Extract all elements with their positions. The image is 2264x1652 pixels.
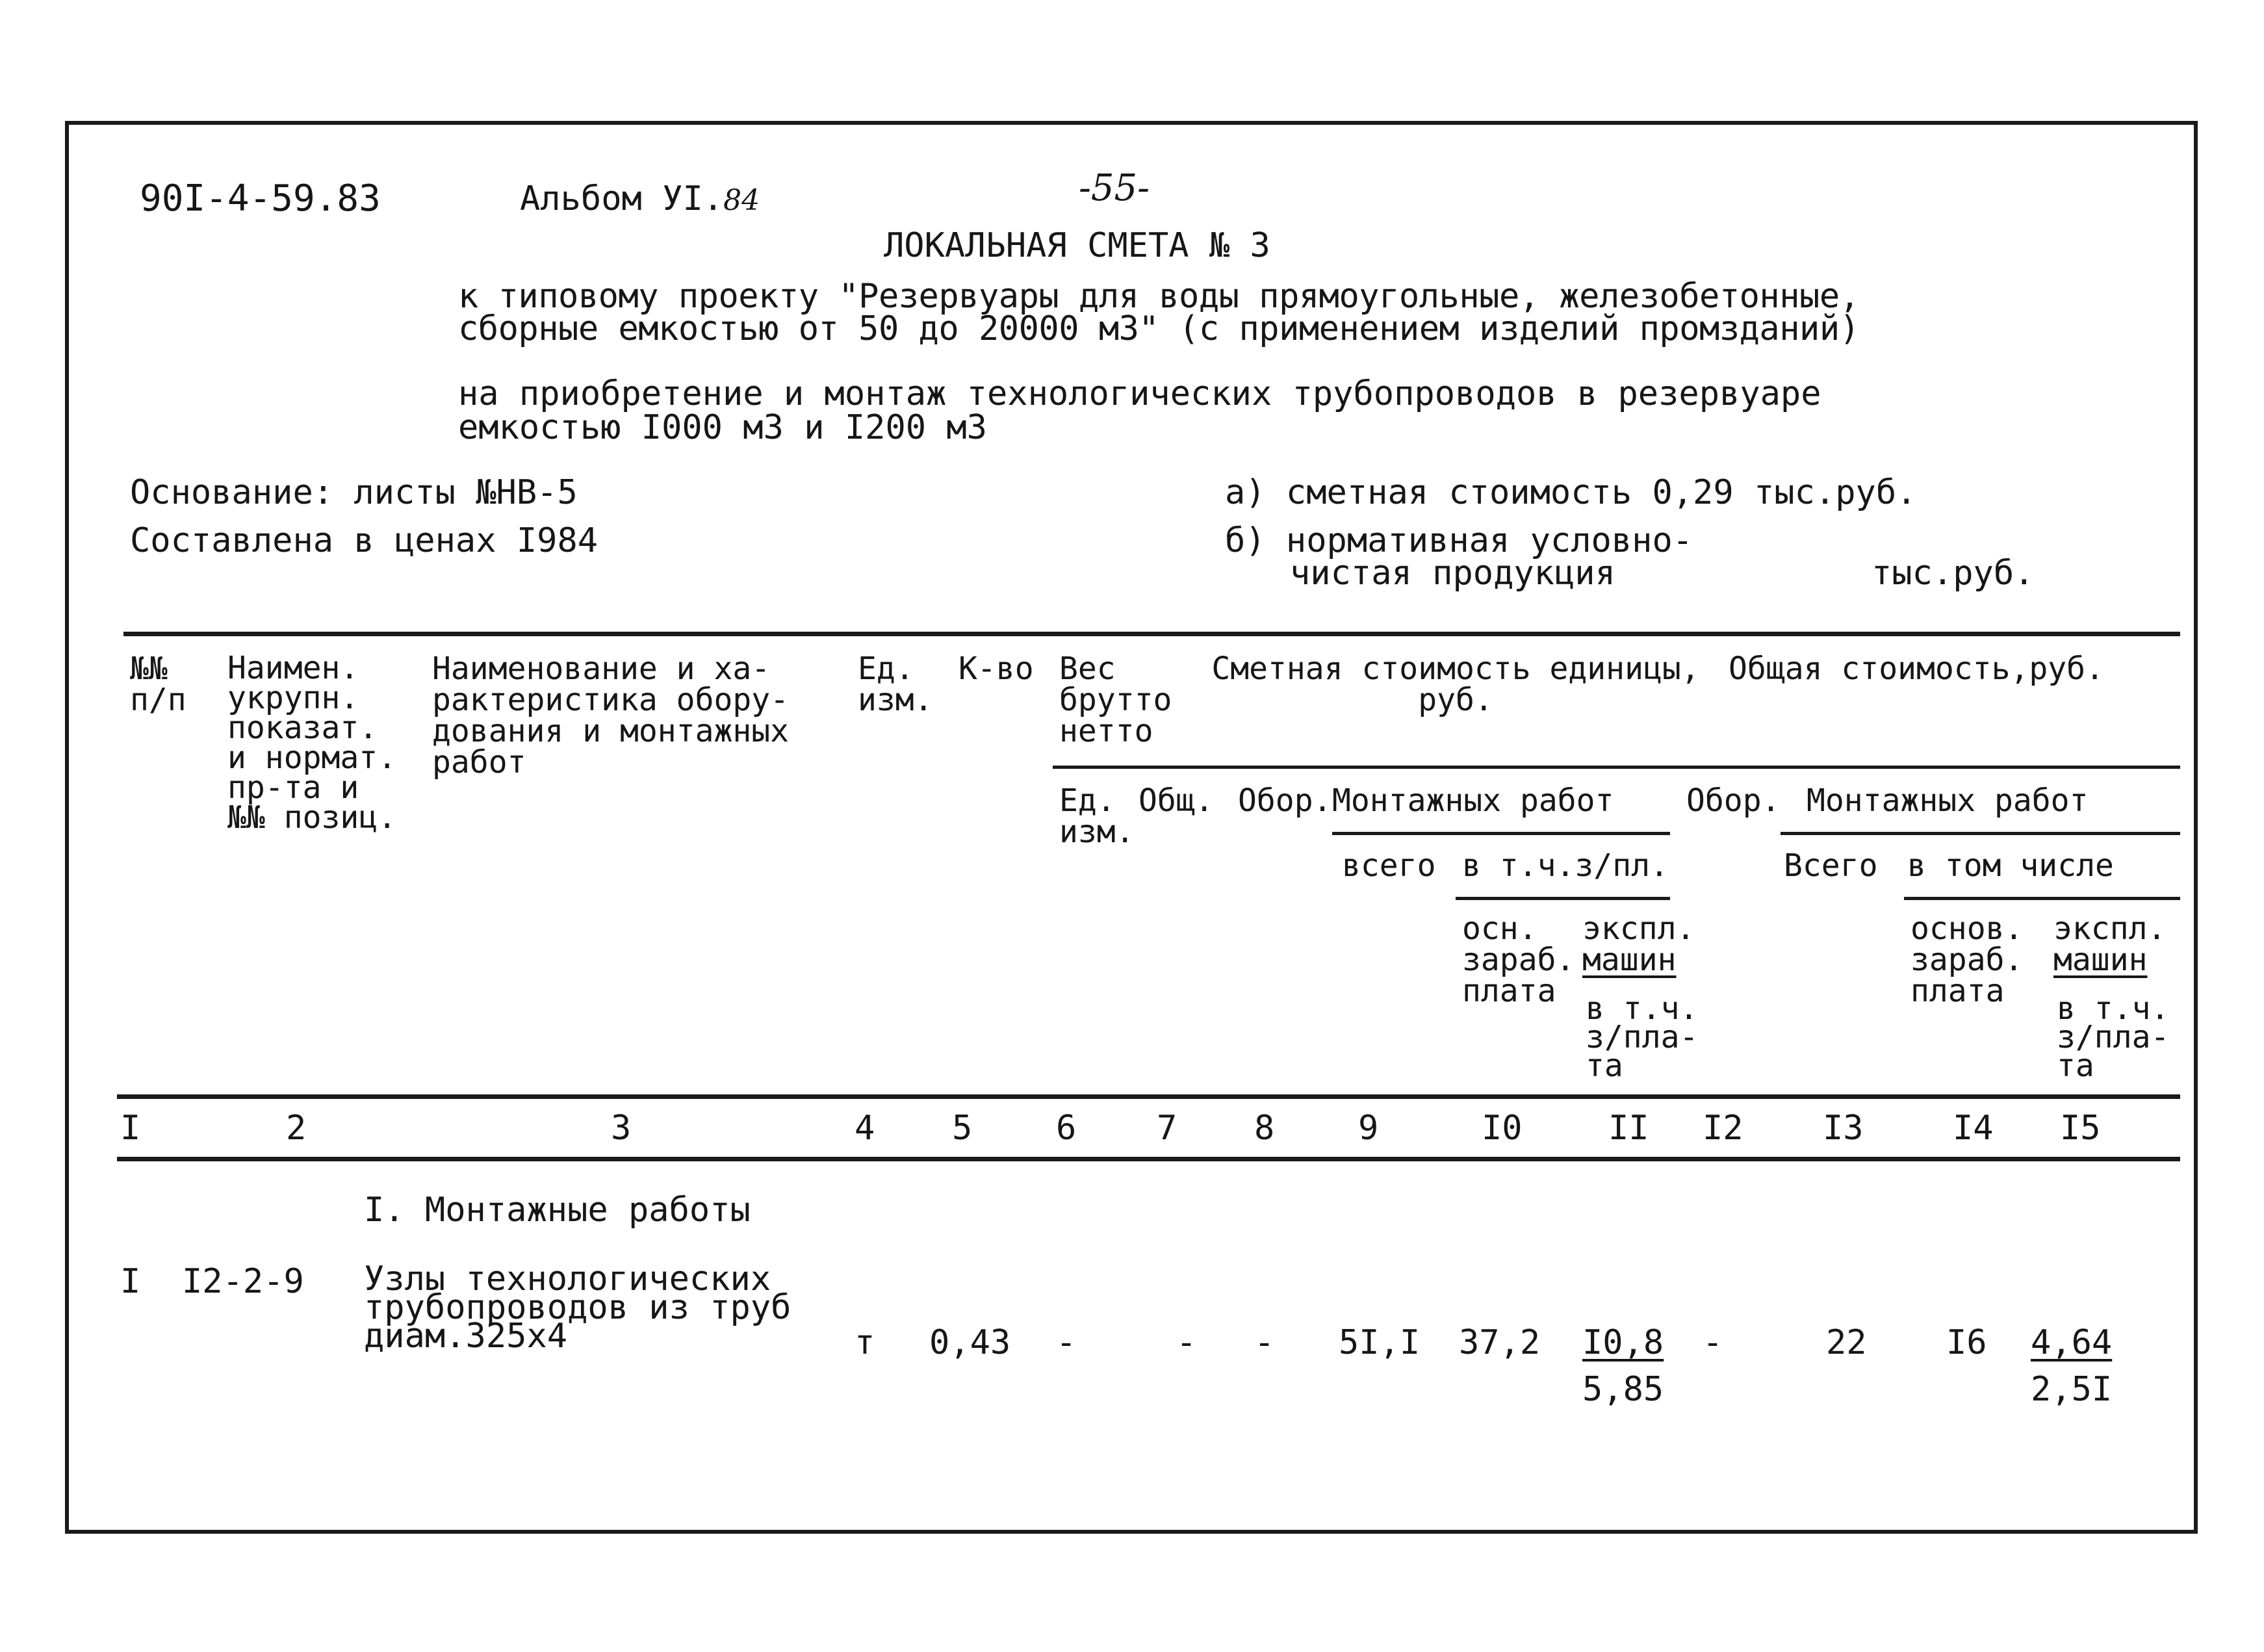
row-name: Узлы технологических трубопроводов из труб диам.325х4 xyxy=(364,1259,791,1356)
header-subrule-montazh2 xyxy=(1781,832,2180,835)
table-top-rule xyxy=(123,632,2180,636)
colnum-5: 5 xyxy=(952,1109,973,1148)
row-c11-top: I0,8 xyxy=(1582,1323,1664,1362)
header-ekspl2: экспл. xyxy=(2053,910,2167,947)
header-montazh2: Монтажных работ xyxy=(1807,782,2089,819)
header-total-cost: Общая стоимость,руб. xyxy=(1729,651,2104,687)
colnum-11: II xyxy=(1608,1109,1649,1148)
colnum-8: 8 xyxy=(1254,1109,1275,1148)
header-bottom-rule xyxy=(117,1094,2180,1099)
header-vtch-zpl-sub: в т.ч. з/пла- та xyxy=(1586,990,1699,1084)
header-ekspl: экспл. xyxy=(1582,910,1695,947)
section-title: I. Монтажные работы xyxy=(364,1191,751,1230)
row-code: I2-2-9 xyxy=(182,1262,304,1301)
header-col5: К-во xyxy=(958,651,1034,687)
colnum-3: 3 xyxy=(611,1109,632,1148)
row-c6: - xyxy=(1056,1323,1077,1362)
doc-code: 90I-4-59.83 xyxy=(140,177,381,220)
colnum-13: I3 xyxy=(1823,1109,1864,1148)
row-c15-top: 4,64 xyxy=(2031,1323,2113,1362)
colnum-2: 2 xyxy=(286,1109,307,1148)
header-mashin2: машин xyxy=(2053,942,2148,978)
header-obor: Обор. xyxy=(1238,782,1332,819)
header-vsego2: Всего xyxy=(1784,847,1878,884)
row-c11-bottom: 5,85 xyxy=(1582,1370,1664,1409)
header-osnov-zarab: основ. зараб. плата xyxy=(1910,910,2024,1009)
header-unit-cost: Сметная стоимость единицы, руб. xyxy=(1211,651,1700,718)
header-vtch-zpl: в т.ч.з/пл. xyxy=(1462,847,1669,884)
header-col3: Наименование и ха- рактеристика обору- дования и монтажных работ xyxy=(432,651,790,781)
row-c12: - xyxy=(1703,1323,1723,1362)
header-col2: Наимен. укрупн. показат. и нормат. пр-та и №№ позиц. xyxy=(227,650,397,836)
header-ed-izm: Ед. изм. xyxy=(1059,782,1135,850)
header-col1: №№ п/п xyxy=(130,651,187,718)
header-montazh: Монтажных работ xyxy=(1332,782,1614,819)
colnum-7: 7 xyxy=(1157,1109,1177,1148)
row-c10: 37,2 xyxy=(1459,1323,1541,1362)
header-vsego: всего xyxy=(1342,847,1436,884)
colnum-12: I2 xyxy=(1703,1109,1743,1148)
header-mashin: машин xyxy=(1582,942,1677,978)
album-text: Альбом УІ. xyxy=(520,179,724,218)
header-obor2: Обор. xyxy=(1686,782,1781,819)
cost-b-line1: б) нормативная условно- xyxy=(1225,521,1693,560)
row-c14: I6 xyxy=(1946,1323,1987,1362)
album-label xyxy=(520,179,760,218)
row-qty: 0,43 xyxy=(929,1323,1011,1362)
album-handwritten: 84 xyxy=(723,184,760,217)
colnum-10: I0 xyxy=(1482,1109,1523,1148)
colnum-6: 6 xyxy=(1056,1109,1077,1148)
header-vtom-chisle: в том числе xyxy=(1907,847,2114,884)
header-vtch-zpl-sub2: в т.ч. з/пла- та xyxy=(2057,990,2170,1084)
doc-title: ЛОКАЛЬНАЯ СМЕТА № 3 xyxy=(884,226,1270,265)
subtitle-line2: сборные емкостью от 50 до 20000 м3" (с применением изделий промзданий) xyxy=(458,309,1860,348)
header-col4: Ед. изм. xyxy=(858,651,933,718)
colnum-14: I4 xyxy=(1953,1109,1994,1148)
colnum-1: I xyxy=(120,1109,141,1148)
header-subrule-zpl xyxy=(1456,897,1670,900)
header-obsh: Общ. xyxy=(1138,782,1214,819)
basis-text: Основание: листы №НВ-5 xyxy=(130,473,578,512)
header-subrule-vtom xyxy=(1904,897,2180,900)
row-num: I xyxy=(120,1262,141,1301)
row-c7: - xyxy=(1176,1323,1197,1362)
header-col6: Вес брутто нетто xyxy=(1059,651,1172,749)
row-c8: - xyxy=(1254,1323,1275,1362)
cost-a: а) сметная стоимость 0,29 тыс.руб. xyxy=(1225,473,1917,512)
page-number: -55- xyxy=(1079,167,1150,209)
purpose-line2: емкостью I000 м3 и I200 м3 xyxy=(458,408,987,447)
prices-text: Составлена в ценах I984 xyxy=(130,521,598,560)
colnum-9: 9 xyxy=(1358,1109,1379,1148)
header-osn-zarab: осн. зараб. плата xyxy=(1462,910,1575,1009)
row-unit: т xyxy=(855,1323,875,1362)
row-c15-bottom: 2,5I xyxy=(2031,1370,2113,1409)
row-c13: 22 xyxy=(1826,1323,1867,1362)
colnum-bottom-rule xyxy=(117,1157,2180,1161)
cost-b-unit: тыс.руб. xyxy=(1872,554,2035,593)
header-subrule-montazh xyxy=(1332,832,1670,835)
subtitle-line1: к типовому проекту "Резервуары для воды прямоугольные, железобетонные, xyxy=(458,277,1860,316)
header-subrule-1 xyxy=(1053,766,2180,769)
colnum-15: I5 xyxy=(2060,1109,2101,1148)
row-c9: 5I,I xyxy=(1339,1323,1421,1362)
colnum-4: 4 xyxy=(855,1109,875,1148)
cost-b-line2: чистая продукция xyxy=(1290,554,1615,593)
purpose-line1: на приобретение и монтаж технологических трубопроводов в резервуаре xyxy=(458,374,1821,413)
